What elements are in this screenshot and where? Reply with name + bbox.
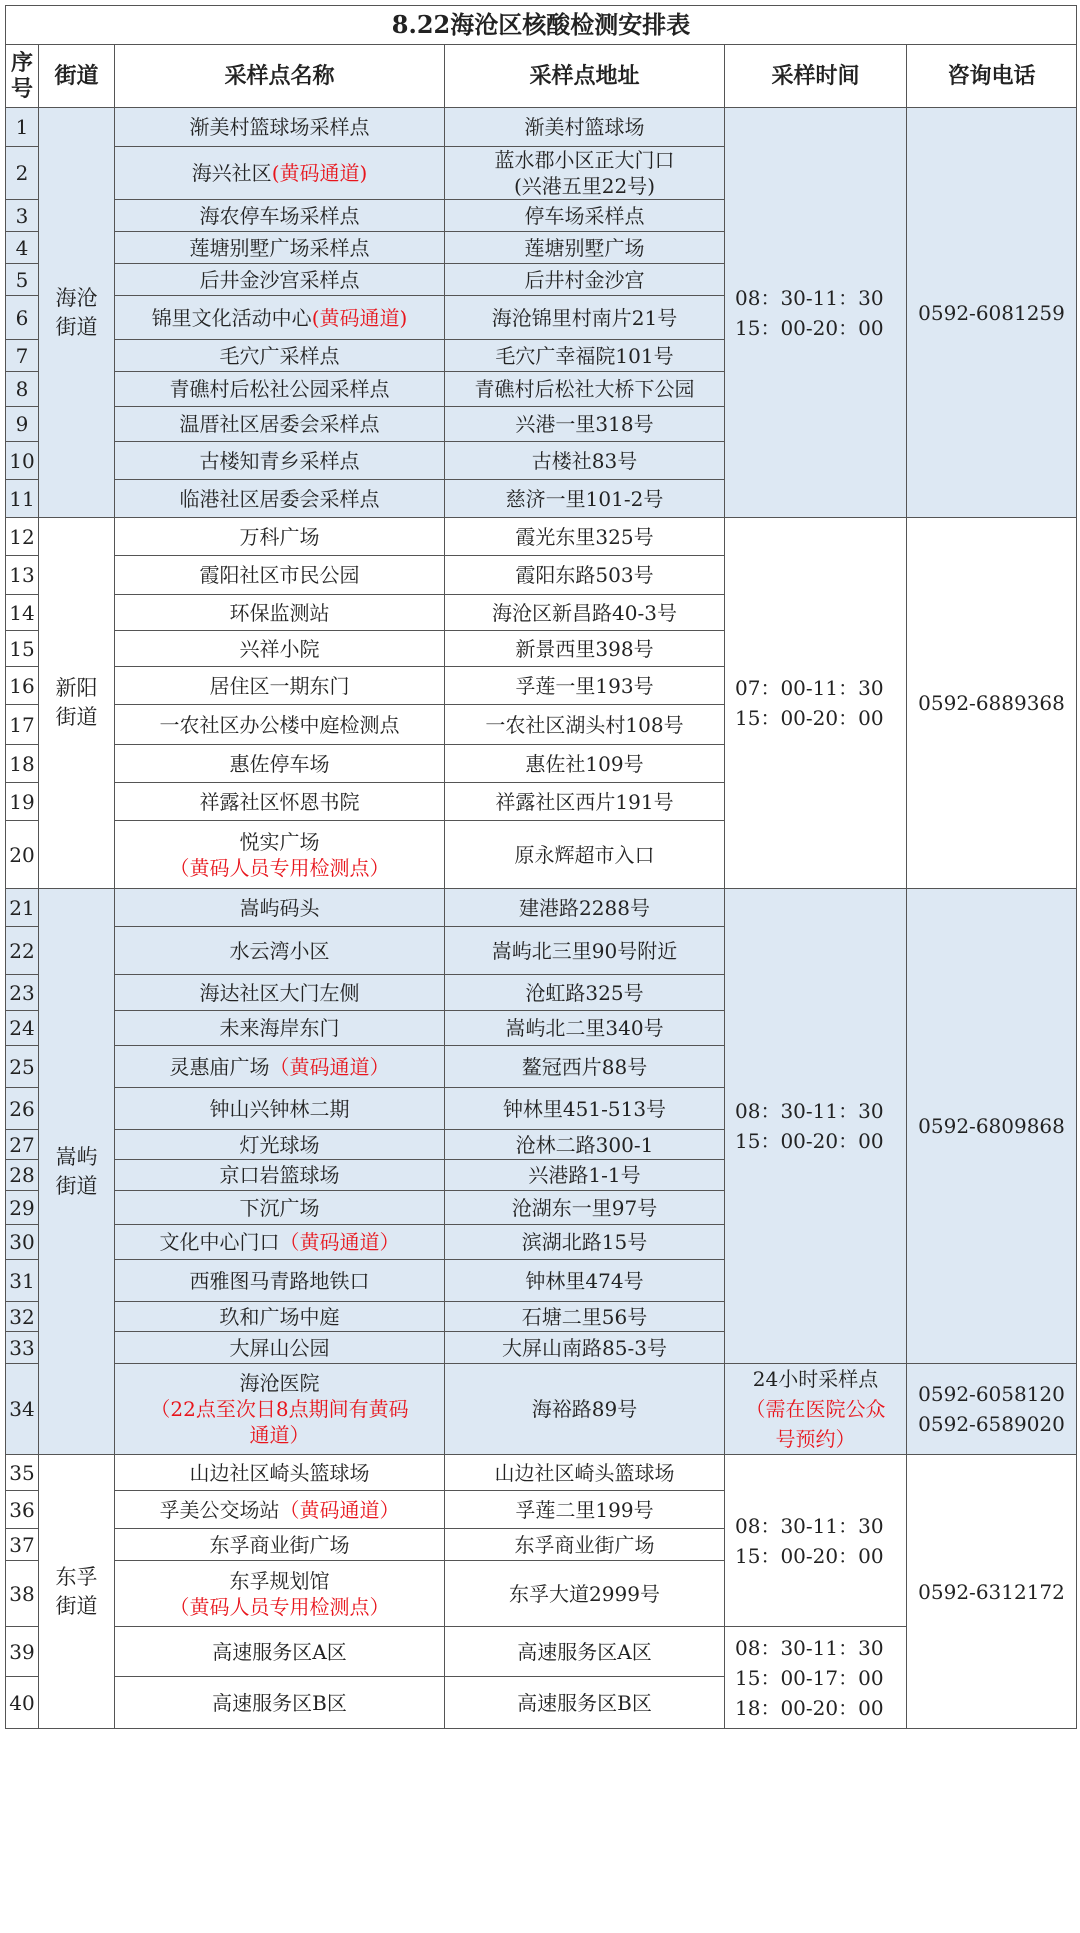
site-name: 居住区一期东门 (115, 667, 445, 705)
row-number: 18 (6, 745, 39, 783)
site-address: 沧湖东一里97号 (445, 1191, 725, 1225)
site-address: 嵩屿北三里90号附近 (445, 927, 725, 975)
phone-number: 0592-6809868 (907, 889, 1077, 1364)
site-address: 青礁村后松社大桥下公园 (445, 372, 725, 407)
table-row (6, 518, 1077, 556)
site-address: 东孚商业街广场 (445, 1529, 725, 1561)
site-name: 孚美公交场站（黄码通道） (115, 1491, 445, 1529)
site-name: 西雅图马青路地铁口 (115, 1260, 445, 1302)
sampling-time: 08：30-11：30 15：00-17：00 18：00-20：00 (725, 1627, 907, 1729)
site-name: 环保监测站 (115, 595, 445, 631)
row-number: 39 (6, 1627, 39, 1677)
street-cell: 嵩屿 街道 (39, 889, 115, 1455)
site-name: 万科广场 (115, 518, 445, 556)
row-number: 28 (6, 1160, 39, 1191)
street-cell: 海沧 街道 (39, 108, 115, 518)
row-number: 10 (6, 442, 39, 480)
row-number: 23 (6, 975, 39, 1011)
site-name: 文化中心门口（黄码通道） (115, 1225, 445, 1260)
row-number: 32 (6, 1302, 39, 1332)
site-name: 山边社区崎头篮球场 (115, 1455, 445, 1491)
site-address: 兴港路1-1号 (445, 1160, 725, 1191)
row-number: 16 (6, 667, 39, 705)
site-address: 莲塘别墅广场 (445, 232, 725, 264)
row-number: 9 (6, 407, 39, 442)
site-name: 莲塘别墅广场采样点 (115, 232, 445, 264)
site-address: 海沧锦里村南片21号 (445, 296, 725, 340)
site-name: 温厝社区居委会采样点 (115, 407, 445, 442)
header-phone: 咨询电话 (907, 45, 1077, 108)
phone-number: 0592-6081259 (907, 108, 1077, 518)
row-number: 33 (6, 1332, 39, 1364)
site-address: 霞阳东路503号 (445, 556, 725, 595)
row-number: 6 (6, 296, 39, 340)
row-number: 2 (6, 147, 39, 200)
sampling-time: 08：30-11：30 15：00-20：00 (725, 108, 907, 518)
row-number: 11 (6, 480, 39, 518)
header-time: 采样时间 (725, 45, 907, 108)
site-address: 新景西里398号 (445, 631, 725, 667)
site-name: 嵩屿码头 (115, 889, 445, 927)
sampling-time: 08：30-11：30 15：00-20：00 (725, 1455, 907, 1627)
row-number: 20 (6, 821, 39, 889)
site-address: 大屏山南路85-3号 (445, 1332, 725, 1364)
site-address: 东孚大道2999号 (445, 1561, 725, 1627)
table-row (6, 889, 1077, 927)
page-title: 8.22海沧区核酸检测安排表 (6, 6, 1077, 45)
row-number: 25 (6, 1046, 39, 1088)
row-number: 14 (6, 595, 39, 631)
site-address: 滨湖北路15号 (445, 1225, 725, 1260)
phone-number: 0592-6312172 (907, 1455, 1077, 1729)
sampling-time: 24小时采样点 （需在医院公众 号预约） (725, 1364, 907, 1455)
site-address: 石塘二里56号 (445, 1302, 725, 1332)
site-name: 霞阳社区市民公园 (115, 556, 445, 595)
site-name: 未来海岸东门 (115, 1011, 445, 1046)
site-address: 蓝水郡小区正大门口 (兴港五里22号) (445, 147, 725, 200)
site-name: 毛穴广采样点 (115, 340, 445, 372)
row-number: 17 (6, 705, 39, 745)
site-name: 东孚商业街广场 (115, 1529, 445, 1561)
row-number: 19 (6, 783, 39, 821)
site-address: 兴港一里318号 (445, 407, 725, 442)
header-address: 采样点地址 (445, 45, 725, 108)
row-number: 27 (6, 1130, 39, 1160)
site-name: 海兴社区(黄码通道) (115, 147, 445, 200)
phone-number: 0592-6058120 0592-6589020 (907, 1364, 1077, 1455)
site-name: 玖和广场中庭 (115, 1302, 445, 1332)
site-name: 京口岩篮球场 (115, 1160, 445, 1191)
row-number: 37 (6, 1529, 39, 1561)
site-address: 钟林里474号 (445, 1260, 725, 1302)
site-name: 祥露社区怀恩书院 (115, 783, 445, 821)
row-number: 12 (6, 518, 39, 556)
header-street: 街道 (39, 45, 115, 108)
site-address: 原永辉超市入口 (445, 821, 725, 889)
site-address: 一农社区湖头村108号 (445, 705, 725, 745)
street-cell: 新阳 街道 (39, 518, 115, 889)
site-address: 海沧区新昌路40-3号 (445, 595, 725, 631)
row-number: 7 (6, 340, 39, 372)
row-number: 26 (6, 1088, 39, 1130)
site-name: 灵惠庙广场（黄码通道） (115, 1046, 445, 1088)
sampling-time: 08：30-11：30 15：00-20：00 (725, 889, 907, 1364)
row-number: 15 (6, 631, 39, 667)
site-address: 后井村金沙宫 (445, 264, 725, 296)
row-number: 31 (6, 1260, 39, 1302)
row-number: 30 (6, 1225, 39, 1260)
row-number: 5 (6, 264, 39, 296)
site-address: 霞光东里325号 (445, 518, 725, 556)
row-number: 13 (6, 556, 39, 595)
site-name: 灯光球场 (115, 1130, 445, 1160)
site-address: 山边社区崎头篮球场 (445, 1455, 725, 1491)
header-no: 序 号 (6, 45, 39, 108)
site-name: 东孚规划馆 （黄码人员专用检测点） (115, 1561, 445, 1627)
street-cell: 东孚 街道 (39, 1455, 115, 1729)
site-address: 慈济一里101-2号 (445, 480, 725, 518)
sampling-time: 07：00-11：30 15：00-20：00 (725, 518, 907, 889)
site-address: 高速服务区A区 (445, 1627, 725, 1677)
site-address: 鳌冠西片88号 (445, 1046, 725, 1088)
site-name: 钟山兴钟林二期 (115, 1088, 445, 1130)
row-number: 35 (6, 1455, 39, 1491)
row-number: 4 (6, 232, 39, 264)
site-address: 海裕路89号 (445, 1364, 725, 1455)
site-name: 后井金沙宫采样点 (115, 264, 445, 296)
site-address: 钟林里451-513号 (445, 1088, 725, 1130)
site-name: 大屏山公园 (115, 1332, 445, 1364)
site-address: 惠佐社109号 (445, 745, 725, 783)
table-row (6, 108, 1077, 147)
site-name: 古楼知青乡采样点 (115, 442, 445, 480)
table-row (6, 1455, 1077, 1491)
site-name: 锦里文化活动中心(黄码通道) (115, 296, 445, 340)
site-address: 高速服务区B区 (445, 1677, 725, 1729)
site-address: 停车场采样点 (445, 200, 725, 232)
site-name: 水云湾小区 (115, 927, 445, 975)
table-row (6, 1364, 1077, 1455)
site-name: 渐美村篮球场采样点 (115, 108, 445, 147)
site-address: 古楼社83号 (445, 442, 725, 480)
phone-number: 0592-6889368 (907, 518, 1077, 889)
row-number: 38 (6, 1561, 39, 1627)
row-number: 34 (6, 1364, 39, 1455)
site-name: 海达社区大门左侧 (115, 975, 445, 1011)
site-name: 临港社区居委会采样点 (115, 480, 445, 518)
row-number: 22 (6, 927, 39, 975)
schedule-table (5, 5, 1077, 1729)
site-address: 沧虹路325号 (445, 975, 725, 1011)
site-address: 建港路2288号 (445, 889, 725, 927)
site-address: 沧林二路300-1 (445, 1130, 725, 1160)
row-number: 21 (6, 889, 39, 927)
site-name: 惠佐停车场 (115, 745, 445, 783)
site-name: 青礁村后松社公园采样点 (115, 372, 445, 407)
row-number: 36 (6, 1491, 39, 1529)
header-name: 采样点名称 (115, 45, 445, 108)
site-name: 悦实广场 （黄码人员专用检测点） (115, 821, 445, 889)
row-number: 24 (6, 1011, 39, 1046)
site-address: 祥露社区西片191号 (445, 783, 725, 821)
site-name: 兴祥小院 (115, 631, 445, 667)
site-address: 孚莲一里193号 (445, 667, 725, 705)
row-number: 1 (6, 108, 39, 147)
site-address: 毛穴广幸福院101号 (445, 340, 725, 372)
site-address: 渐美村篮球场 (445, 108, 725, 147)
site-name: 海农停车场采样点 (115, 200, 445, 232)
site-name: 海沧医院 （22点至次日8点期间有黄码 通道） (115, 1364, 445, 1455)
row-number: 40 (6, 1677, 39, 1729)
site-name: 高速服务区A区 (115, 1627, 445, 1677)
site-name: 高速服务区B区 (115, 1677, 445, 1729)
site-address: 孚莲二里199号 (445, 1491, 725, 1529)
site-name: 下沉广场 (115, 1191, 445, 1225)
row-number: 8 (6, 372, 39, 407)
site-address: 嵩屿北二里340号 (445, 1011, 725, 1046)
row-number: 29 (6, 1191, 39, 1225)
row-number: 3 (6, 200, 39, 232)
site-name: 一农社区办公楼中庭检测点 (115, 705, 445, 745)
